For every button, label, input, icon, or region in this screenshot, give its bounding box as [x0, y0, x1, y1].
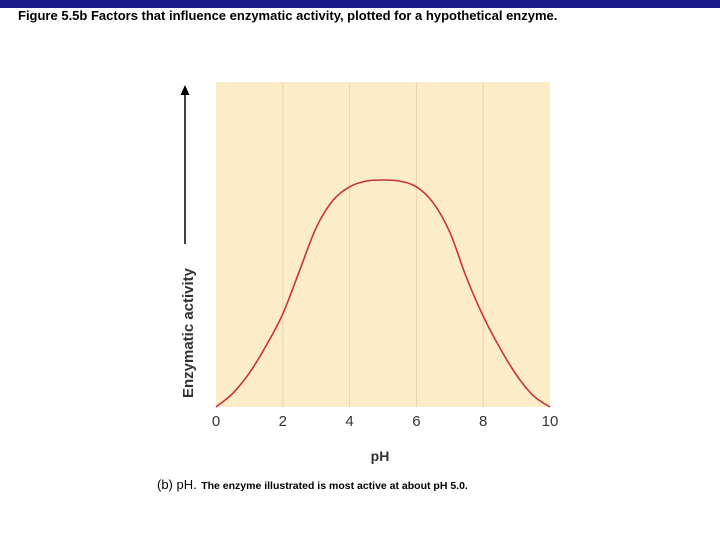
x-tick-label-0: 0 [211, 413, 221, 430]
x-tick-label-6: 6 [412, 413, 421, 430]
y-axis-arrowhead [181, 85, 190, 95]
figure-title: Figure 5.5b Factors that influence enzymatic activity, plotted for a hypothetical enzyme. [18, 8, 558, 23]
x-tick-label-4: 4 [345, 413, 354, 430]
x-tick-label-10: 10 [541, 413, 559, 430]
figure-caption [157, 476, 468, 494]
x-axis-label: pH [370, 448, 390, 464]
caption-text: The enzyme illustrated is most active at about pH 5.0. [201, 480, 468, 492]
x-tick-label-2: 2 [278, 413, 287, 430]
x-axis-ticks [212, 413, 559, 430]
caption-lead: (b) pH. [157, 477, 197, 492]
plot-background [216, 82, 550, 407]
y-axis-label: Enzymatic activity [180, 267, 197, 399]
x-tick-label-8: 8 [479, 413, 488, 430]
